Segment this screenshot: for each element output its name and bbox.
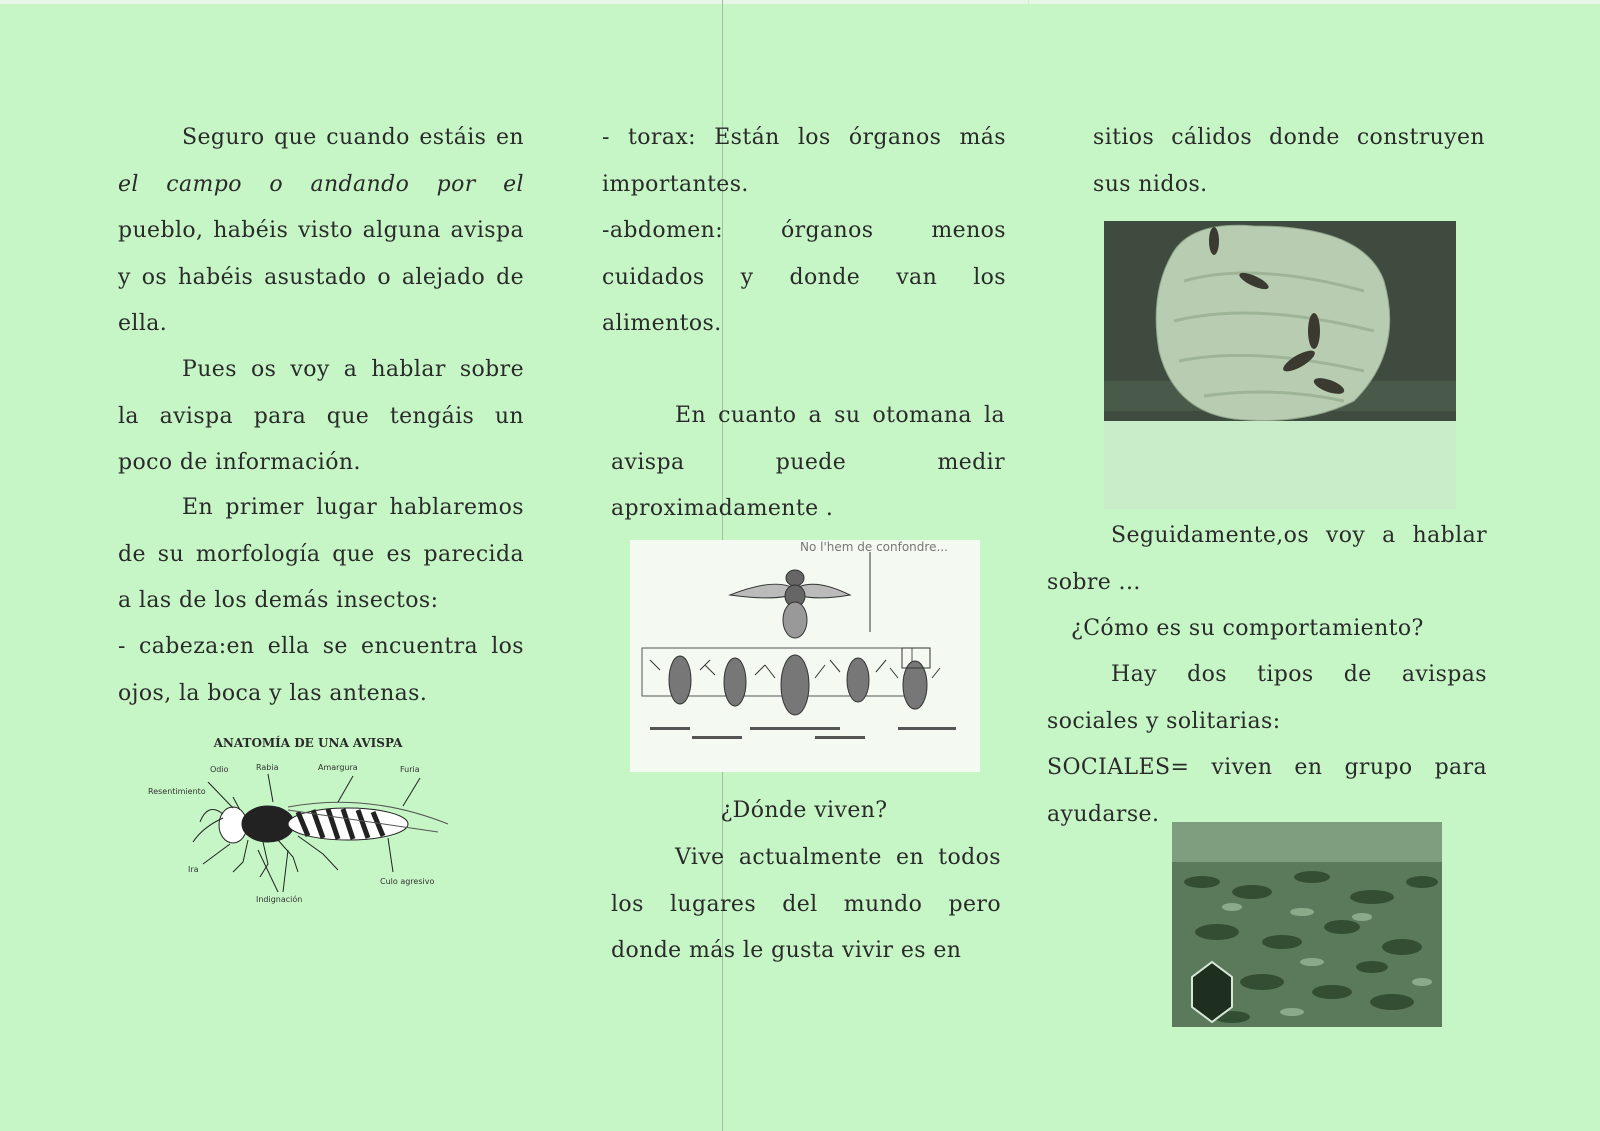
text-line: sociales y solitarias: bbox=[1047, 708, 1281, 734]
text-line: ayudarse. bbox=[1047, 801, 1160, 827]
text-line: Pues os voy a hablar sobre bbox=[182, 357, 524, 382]
figure-caption: No l'hem de confondre... bbox=[800, 540, 948, 554]
text-line: sobre ... bbox=[1047, 569, 1141, 595]
col1-paragraph-4 bbox=[118, 624, 524, 717]
fold-line-2 bbox=[1028, 0, 1029, 1131]
label-resentimiento: Resentimiento bbox=[148, 787, 206, 796]
label-indignacion: Indignación bbox=[256, 895, 303, 904]
text-line: ella. bbox=[118, 311, 168, 336]
label-culo-agresivo: Culo agresivo bbox=[380, 877, 435, 886]
text-line: y os habéis asustado o alejado de bbox=[118, 264, 524, 290]
text-line: poco de información. bbox=[118, 450, 361, 475]
text-line: sitios cálidos donde construyen bbox=[1093, 125, 1485, 150]
text-line: Seguidamente,os voy a hablar bbox=[1111, 523, 1487, 548]
col1-paragraph-3 bbox=[118, 485, 524, 625]
col2-paragraph-3 bbox=[611, 393, 1005, 533]
text-line: -abdomen: órganos menos bbox=[602, 218, 1006, 243]
text-line: cuidados y donde van los bbox=[602, 264, 1006, 290]
col3-paragraph-3 bbox=[1047, 652, 1487, 838]
text-line: de su morfología que es parecida bbox=[118, 541, 524, 567]
text-line: aproximadamente . bbox=[611, 496, 834, 521]
section-heading: ¿Cómo es su comportamiento? bbox=[1071, 616, 1424, 641]
wasp-nest-photo bbox=[1104, 221, 1456, 509]
col1-paragraph-2 bbox=[118, 347, 524, 487]
text-line: Hay dos tipos de avispas bbox=[1111, 662, 1487, 687]
col3-paragraph-1 bbox=[1093, 115, 1485, 208]
paper-top-edge bbox=[0, 0, 1600, 4]
label-rabia: Rabia bbox=[256, 763, 279, 772]
text-line: - torax: Están los órganos más bbox=[602, 125, 1006, 150]
section-heading: ¿Dónde viven? bbox=[720, 798, 888, 823]
text-line: SOCIALES= viven en grupo para bbox=[1047, 755, 1487, 780]
col2-paragraph-4 bbox=[611, 835, 1001, 975]
text-line: En cuanto a su otomana la bbox=[675, 403, 1005, 428]
text-line: En primer lugar hablaremos bbox=[182, 495, 524, 520]
text-line: alimentos. bbox=[602, 311, 722, 336]
text-line: pueblo, habéis visto alguna avispa bbox=[118, 218, 524, 243]
wasp-anatomy-drawing bbox=[148, 732, 468, 932]
figure-title: ANATOMÍA DE UNA AVISPA bbox=[213, 736, 403, 750]
social-wasps-photo bbox=[1172, 822, 1442, 1027]
col2-paragraph-2 bbox=[602, 208, 1006, 348]
wasp-nest-image bbox=[1104, 221, 1456, 509]
text-line: Vive actualmente en todos bbox=[675, 845, 1001, 870]
col2-heading-donde-viven bbox=[602, 788, 1006, 835]
text-line: donde más le gusta vivir es en bbox=[611, 938, 962, 963]
text-line: avispa puede medir bbox=[611, 449, 1005, 475]
text-line: importantes. bbox=[602, 171, 749, 197]
text-line: el campo o andando por el bbox=[118, 171, 524, 197]
wasp-comparison-figure bbox=[630, 540, 980, 772]
text-line: sus nidos. bbox=[1093, 171, 1208, 197]
col1-paragraph-1 bbox=[118, 115, 524, 348]
col2-paragraph-1 bbox=[602, 115, 1006, 208]
text-line: ojos, la boca y las antenas. bbox=[118, 680, 428, 706]
label-furia: Furia bbox=[400, 765, 420, 774]
wasp-anatomy-figure bbox=[148, 732, 468, 932]
label-amargura: Amargura bbox=[318, 763, 358, 772]
label-ira: Ira bbox=[188, 865, 199, 874]
text-line: los lugares del mundo pero bbox=[611, 891, 1001, 917]
col3-paragraph-2 bbox=[1047, 513, 1487, 606]
text-line: - cabeza:en ella se encuentra los bbox=[118, 634, 524, 659]
text-line: la avispa para que tengáis un bbox=[118, 403, 524, 429]
col3-heading-comportamiento bbox=[1071, 606, 1491, 653]
text-line: a las de los demás insectos: bbox=[118, 588, 439, 613]
social-wasps-image bbox=[1172, 822, 1442, 1027]
text-line: Seguro que cuando estáis en bbox=[182, 125, 524, 150]
label-odio: Odio bbox=[210, 765, 229, 774]
wasp-comparison-drawing bbox=[630, 540, 980, 772]
